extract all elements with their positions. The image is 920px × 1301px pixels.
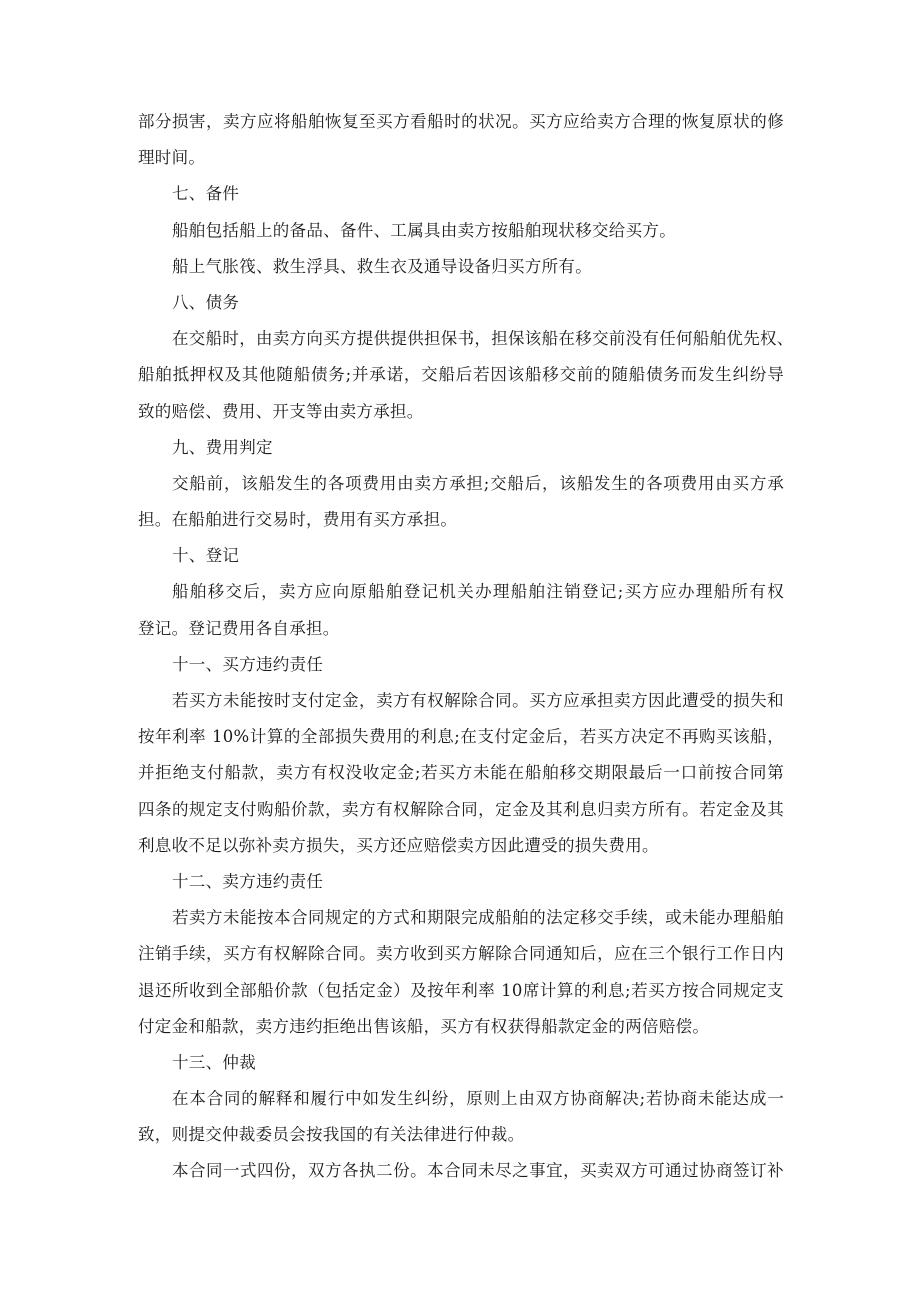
text-line: 四条的规定支付购船价款，卖方有权解除合同，定金及其利息归卖方所有。若定金及其 xyxy=(138,799,784,819)
text-line: 船舶移交后，卖方应向原船舶登记机关办理船舶注销登记;买方应办理船所有权 xyxy=(172,582,784,602)
document-page xyxy=(138,104,794,1190)
text-line: 致，则提交仲裁委员会按我国的有关法律进行仲裁。 xyxy=(138,1125,525,1145)
text-line: 若卖方未能按本合同规定的方式和期限完成船舶的法定移交手续，或未能办理船舶 xyxy=(172,908,784,928)
text-line: 在交船时，由卖方向买方提供提供担保书，担保该船在移交前没有任何船舶优先权、 xyxy=(172,329,794,349)
text-line: 交船前，该船发生的各项费用由卖方承担;交船后，该船发生的各项费用由买方承 xyxy=(172,473,784,493)
text-line: 并拒绝支付船款，卖方有权没收定金;若买方未能在船舶移交期限最后一口前按合同第 xyxy=(138,763,784,783)
text-line: 退还所收到全部船价款（包括定金）及按年利率 10席计算的利息;若买方按合同规定支 xyxy=(138,980,784,1000)
text-line: 十二、卖方违约责任 xyxy=(172,871,324,891)
text-line: 部分损害，卖方应将船舶恢复至买方看船时的状况。买方应给卖方合理的恢复原状的修 xyxy=(138,112,784,131)
text-line: 注销手续，买方有权解除合同。卖方收到买方解除合同通知后，应在三个银行工作日内 xyxy=(138,944,784,964)
text-line: 担。在船舶进行交易时，费用有买方承担。 xyxy=(138,510,458,530)
text-line: 十、登记 xyxy=(172,546,240,566)
text-line: 船上气胀筏、救生浮具、救生衣及通导设备归买方所有。 xyxy=(172,256,592,276)
text-line: 八、债务 xyxy=(172,292,240,312)
text-line: 在本合同的解释和履行中如发生纠纷，原则上由双方协商解决;若协商未能达成一 xyxy=(172,1089,784,1109)
text-line: 本合同一式四份，双方各执二份。本合同未尽之事宜，买卖双方可通过协商签订补 xyxy=(172,1161,784,1181)
text-line: 登记。登记费用各自承担。 xyxy=(138,618,340,638)
text-line: 十三、仲裁 xyxy=(172,1052,256,1072)
text-line: 致的赔偿、费用、开支等由卖方承担。 xyxy=(138,401,424,421)
text-line: 船舶抵押权及其他随船债务;并承诺，交船后若因该船移交前的随船债务而发生纠纷导 xyxy=(138,365,784,385)
text-line: 若买方未能按时支付定金，卖方有权解除合同。买方应承担卖方因此遭受的损失和 xyxy=(172,691,784,710)
text-line: 利息收不足以弥补卖方损失，买方还应赔偿卖方因此遭受的损失费用。 xyxy=(138,835,659,855)
text-line: 付定金和船款，卖方违约拒绝出售该船，买方有权获得船款定金的两倍赔偿。 xyxy=(138,1016,710,1036)
text-line: 十一、买方违约责任 xyxy=(172,654,324,674)
text-line: 理时间。 xyxy=(138,148,206,168)
text-line: 九、费用判定 xyxy=(172,437,273,457)
text-line: 船舶包括船上的备品、备件、工属具由卖方按船舶现状移交给买方。 xyxy=(172,220,676,240)
text-line: 七、备件 xyxy=(172,184,240,204)
text-line: 按年利率 10%计算的全部损失费用的利息;在支付定金后，若买方决定不再购买该船， xyxy=(138,727,784,747)
